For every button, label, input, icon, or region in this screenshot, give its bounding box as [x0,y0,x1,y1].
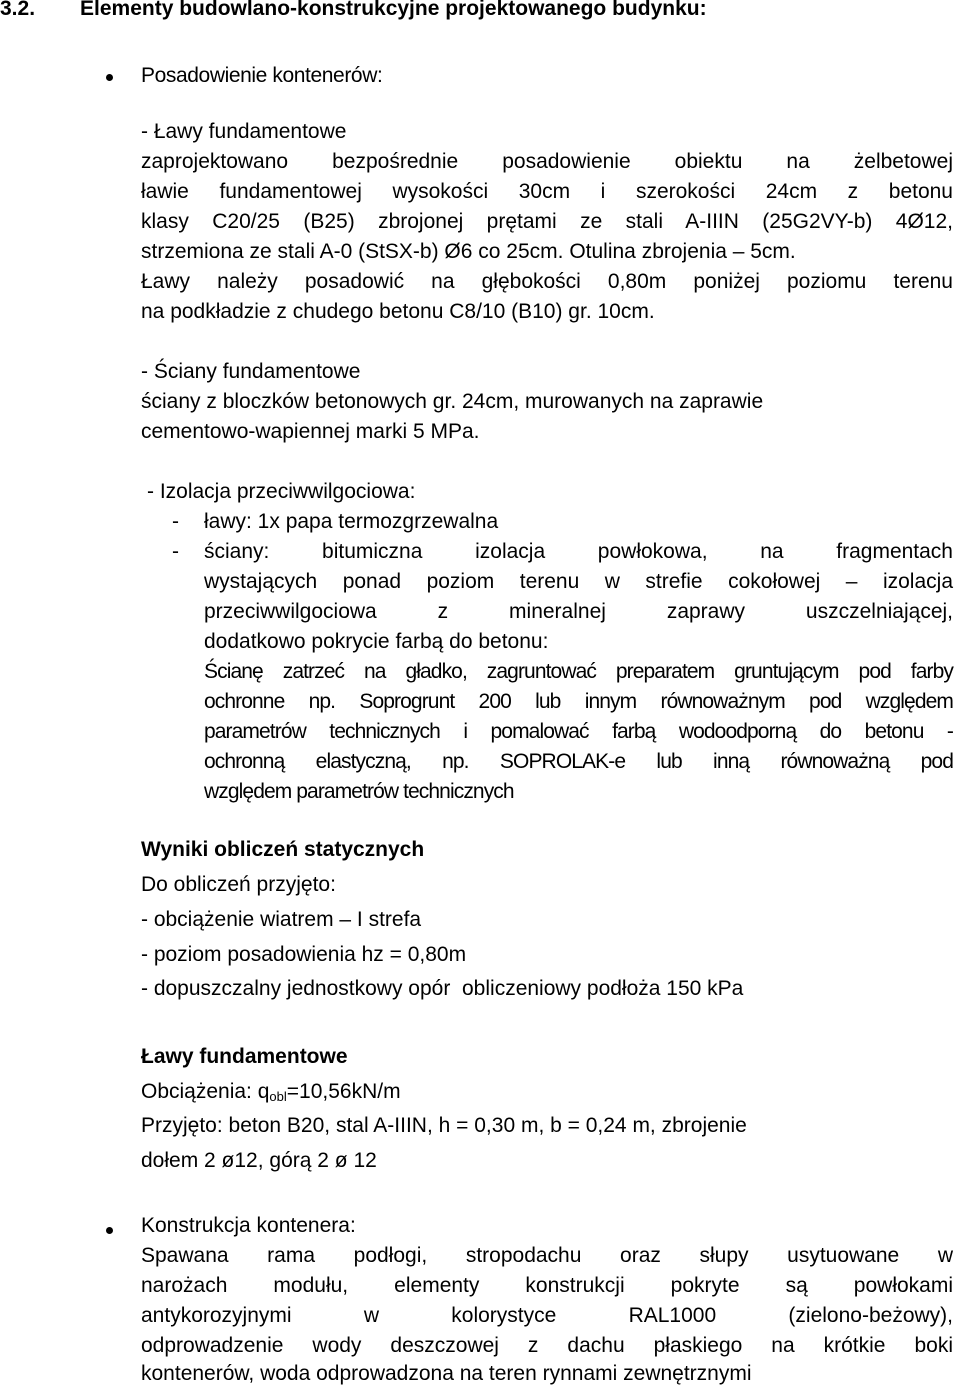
konstrukcja-line-1: Spawana rama podłogi, stropodachu oraz słupy usytuowane w [141,1244,953,1267]
wyniki-heading: Wyniki obliczeń statycznych [141,838,425,861]
izolacja-sciany-line-6: ochronne np. Soprogrunt 200 lub innym równoważnym pod względem [204,690,953,713]
izolacja-sciany-line-1: ściany: bitumiczna izolacja powłokowa, na fragmentach [204,540,953,563]
sciany-line-2: cementowo-wapiennej marki 5 MPa. [141,420,480,443]
konstrukcja-line-2: narożach modułu, elementy konstrukcji pokryte są powłokami [141,1274,953,1297]
assumed-line-1: Przyjęto: beton B20, stal A-IIIN, h = 0,30 m, b = 0,24 m, zbrojenie [141,1114,747,1137]
lawy-line-6: na podkładzie z chudego betonu C8/10 (B10) gr. 10cm. [141,300,655,323]
konstrukcja-line-3: antykorozyjnymi w kolorystyce RAL1000 (zielono-beżowy), [141,1304,953,1327]
load-line [141,1080,401,1104]
lawy-line-1: zaprojektowano bezpośrednie posadowienie obiektu na żelbetowej [141,150,953,173]
izolacja-dash-lawy: - [172,510,179,533]
wyniki-intro: Do obliczeń przyjęto: [141,873,336,896]
lawy-line-5: Ławy należy posadowić na głębokości 0,80m poniżej poziomu terenu [141,270,953,293]
sciany-subheading: - Ściany fundamentowe [141,360,361,383]
lawy-calc-heading: Ławy fundamentowe [141,1045,348,1068]
izolacja-sciany-line-3: przeciwwilgociowa z mineralnej zaprawy uszczelniającej, [204,600,953,623]
izolacja-sciany-line-5: Ścianę zatrzeć na gładko, zagruntować preparatem gruntującym pod farby [204,660,953,683]
bullet-icon [106,1227,113,1234]
posadowienie-heading: Posadowienie kontenerów: [141,64,383,87]
izolacja-sciany-line-4: dodatkowo pokrycie farbą do betonu: [204,630,549,653]
konstrukcja-line-4: odprowadzenie wody deszczowej z dachu płaskiego na krótkie boki [141,1334,953,1357]
izolacja-sciany-line-8: ochronną elastyczną, np. SOPROLAK-e lub inną równoważną pod [204,750,953,773]
izolacja-sciany-line-9: względem parametrów technicznych [204,780,514,803]
lawy-line-4: strzemiona ze stali A-0 (StSX-b) Ø6 co 25cm. Otulina zbrojenia – 5cm. [141,240,796,263]
konstrukcja-line-5: kontenerów, woda odprowadzona na teren rynnami zewnętrznymi [141,1362,752,1385]
load-suffix: =10,56kN/m [286,1080,401,1103]
load-subscript: obl [269,1089,287,1104]
izolacja-sciany-line-2: wystających ponad poziom terenu w strefie cokołowej – izolacja [204,570,953,593]
konstrukcja-heading: Konstrukcja kontenera: [141,1214,356,1237]
lawy-subheading: - Ławy fundamentowe [141,120,347,143]
assumed-line-2: dołem 2 ø12, górą 2 ø 12 [141,1149,377,1172]
wyniki-item-3: - dopuszczalny jednostkowy opór obliczeniowy podłoża 150 kPa [141,977,744,1000]
izolacja-dash-sciany: - [172,540,179,563]
wyniki-item-2: - poziom posadowienia hz = 0,80m [141,943,467,966]
izolacja-heading: - Izolacja przeciwwilgociowa: [147,480,416,503]
izolacja-sciany-line-7: parametrów technicznych i pomalować farbą wodoodporną do betonu - [204,720,953,743]
lawy-line-2: ławie fundamentowej wysokości 30cm i szerokości 24cm z betonu [141,180,953,203]
load-prefix: Obciążenia: q [141,1080,270,1103]
section-title: Elementy budowlano-konstrukcyjne projektowanego budynku: [80,0,707,20]
lawy-line-3: klasy C20/25 (B25) zbrojonej prętami ze stali A-IIIN (25G2VY-b) 4Ø12, [141,210,953,233]
wyniki-item-1: - obciążenie wiatrem – I strefa [141,908,422,931]
sciany-line-1: ściany z bloczków betonowych gr. 24cm, murowanych na zaprawie [141,390,764,413]
section-number: 3.2. [0,0,36,20]
izolacja-lawy-text: ławy: 1x papa termozgrzewalna [204,510,499,533]
bullet-icon [106,74,113,81]
